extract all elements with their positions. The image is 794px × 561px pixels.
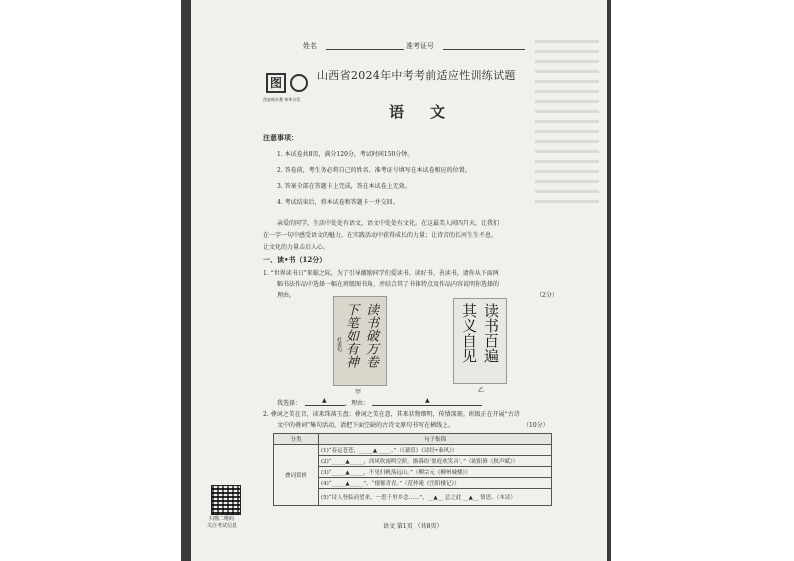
table-cell[interactable]: (1)“春运苍苍，_____▲_____。”（《蒹葭》《诗经•秦风》） xyxy=(319,445,552,456)
table-cell[interactable]: (2)“_____▲_____，西风吹雨鸣空阶。渐暮纷‘盈庭欢笑音’。”（欧阳修《秋声赋》） xyxy=(319,456,552,467)
calligraphy-work-a xyxy=(333,296,387,386)
name-label: 姓名 xyxy=(303,42,317,50)
note-item: 1. 本试卷共8页，满分120分，考试时间150分钟。 xyxy=(277,151,414,158)
note-item: 3. 答案全部在答题卡上完成，答在本试卷上无效。 xyxy=(277,183,411,190)
name-underline xyxy=(326,49,404,50)
question-2-score: （10分） xyxy=(523,422,549,429)
calligraphy-column: 下笔如有神 xyxy=(343,303,358,368)
work-a-label: 甲 xyxy=(355,389,362,396)
question-2-line: 2. 叠词之美在音，读来珠落玉盘；叠词之美在意，其来状物细明，传情深刻。班级正在开展“古诗 xyxy=(263,411,520,418)
note-item: 2. 答卷前，考生务必将自己的姓名、准考证号填写在本试卷相应的位置。 xyxy=(277,167,471,174)
calligraphy-work-b xyxy=(453,298,507,384)
blank-marker: ▲ xyxy=(425,397,430,404)
poetry-table xyxy=(273,433,552,506)
table-header: 句子集锦 xyxy=(319,434,552,445)
question-2-line: 文中的叠词”集句活动，请把下面空缺的古诗文原句书写在横线上。 xyxy=(277,422,455,429)
intro-line: 在一字一句中感受语文的魅力，在实践活动中获得成长的力量；让诗音的长河生生不息， xyxy=(263,232,498,239)
qr-caption: 扫描二维码 xyxy=(209,516,235,522)
page-footer: 语文 第1页 （共8页） xyxy=(383,523,443,530)
section-heading: 一、读•书（12分） xyxy=(263,255,327,264)
table-header-row xyxy=(274,434,552,445)
blank-marker: ▲ xyxy=(322,397,327,404)
choice-blank[interactable] xyxy=(305,405,345,406)
exam-no-label: 准考证号 xyxy=(406,42,434,50)
intro-line: 亲爱的同学，生活中处处有语文，语文中处处有文化。在这最美人间四月天，让我们 xyxy=(277,220,500,227)
question-1-line: 1. “世界读书日”来临之际，为了引导激励同学们爱读书、读好书、善读书，请你从下面两 xyxy=(263,270,499,277)
logo-square-icon: 图 xyxy=(266,73,286,93)
table-cell[interactable]: (4)“_____▲_____”，“郁郁青青。”（范仲淹《岳阳楼记》） xyxy=(319,478,552,489)
calligraphy-column: 读书百遍 xyxy=(482,303,500,363)
logo-circle-icon xyxy=(290,74,308,92)
intro-line: 让文化的力量击启人心。 xyxy=(263,244,330,251)
table-header: 分类 xyxy=(274,434,319,445)
question-1-line: 理由。 xyxy=(277,292,296,299)
subject-title: 语文 xyxy=(389,103,472,121)
qr-code xyxy=(211,485,241,515)
table-category: 叠词赏析 xyxy=(274,445,319,506)
calligraphy-column: 其义自见 xyxy=(460,303,478,363)
calligraphy-column: 读书破万卷 xyxy=(363,303,378,368)
qr-caption: 关注考试信息 xyxy=(207,523,238,529)
table-cell[interactable]: (5)“诗人登临而望来，一思千里乡念……”，__▲__ 总之此 __▲__ 情思。（本诗） xyxy=(319,489,552,506)
note-item: 4. 考试结束后，将本试卷和答题卡一并交回。 xyxy=(277,199,399,206)
question-1-score: （2分） xyxy=(536,292,558,299)
choice-label: 我选择： xyxy=(277,400,302,407)
logo-caption: 西安陕社教 奉华分发 xyxy=(263,97,301,102)
exam-title: 山西省2024年中考考前适应性训练试题 xyxy=(317,69,516,82)
bleed-through-text xyxy=(535,40,599,210)
work-b-label: 乙 xyxy=(478,387,485,394)
reason-label: ，理由： xyxy=(345,400,370,407)
publisher-logo xyxy=(266,73,312,95)
table-row xyxy=(274,445,552,456)
reason-blank[interactable] xyxy=(372,405,482,406)
question-1-line: 幅书法作品中选择一幅在班级图书角，并结合其了书体特点及作品内容说明你选择的 xyxy=(277,281,500,288)
calligraphy-inscription: 杜甫句 xyxy=(336,337,342,352)
exam-no-underline xyxy=(443,49,525,50)
notes-heading: 注意事项： xyxy=(263,133,298,142)
table-cell[interactable]: (3)“_____▲_____，不见归帆落远山。”（柳宗元《柳州城楼》） xyxy=(319,467,552,478)
